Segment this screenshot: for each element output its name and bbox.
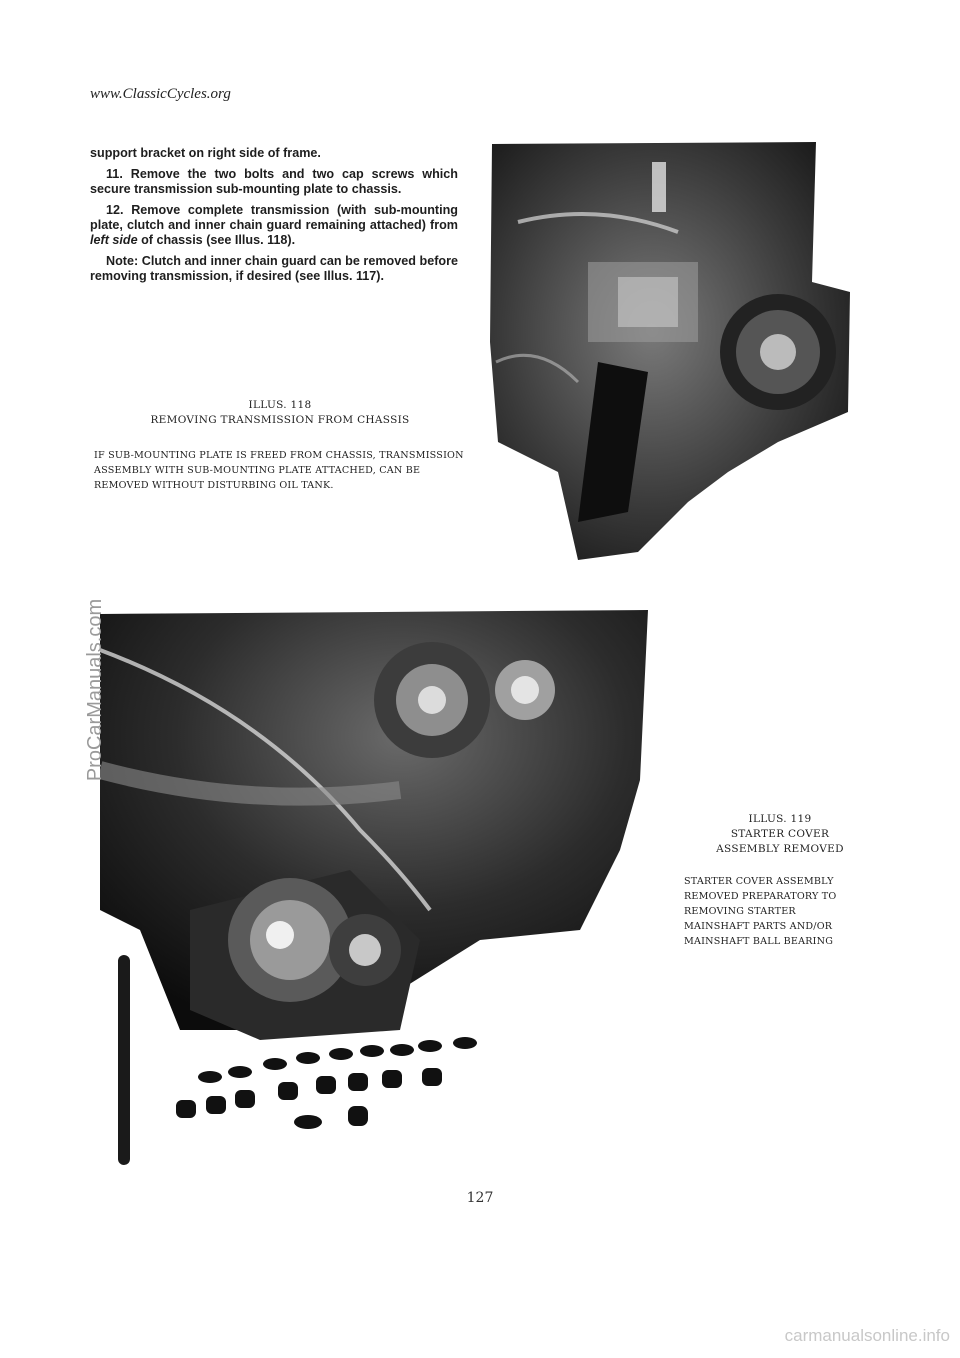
illus-118-caption bbox=[100, 398, 460, 428]
step-12-emphasis: left side bbox=[90, 233, 138, 247]
bottom-watermark: carmanualsonline.info bbox=[784, 1326, 950, 1345]
illus-118-title: REMOVING TRANSMISSION FROM CHASSIS bbox=[150, 414, 410, 426]
paragraph-step-12 bbox=[90, 203, 458, 248]
illus-119-title: STARTER COVER ASSEMBLY REMOVED bbox=[716, 828, 844, 855]
page-number: 127 bbox=[466, 1190, 494, 1206]
side-watermark-text: ProCarManuals.com bbox=[84, 598, 106, 782]
paragraph-note: Note: Clutch and inner chain guard can be removed before removing transmission, if desired (see Illus. 117). bbox=[90, 254, 458, 283]
illus-118-description: IF SUB-MOUNTING PLATE IS FREED FROM CHASSIS, TRANSMISSION ASSEMBLY WITH SUB-MOUNTING PLATE ATTACHED, CAN BE REMOVED WITHOUT DISTURBING OIL TANK. bbox=[94, 450, 464, 491]
paragraph-0: support bracket on right side of frame. bbox=[90, 146, 321, 160]
illus-119-description: STARTER COVER ASSEMBLY REMOVED PREPARATORY TO REMOVING STARTER MAINSHAFT PARTS AND/OR MAINSHAFT BALL BEARING bbox=[684, 876, 837, 947]
starter-cover-photo-icon bbox=[100, 610, 648, 1170]
step-12-end: of chassis (see Illus. 118). bbox=[141, 233, 296, 247]
illus-119-number: ILLUS. 119 bbox=[748, 813, 812, 825]
step-12-text: 12. Remove complete transmission (with sub-mounting plate, clutch and inner chain guard remaining attached) from bbox=[90, 203, 458, 232]
paragraph-step-11: 11. Remove the two bolts and two cap screws which secure transmission sub-mounting plate to chassis. bbox=[90, 167, 458, 196]
body-text bbox=[90, 146, 458, 290]
illus-118-number: ILLUS. 118 bbox=[248, 399, 312, 411]
side-watermark bbox=[80, 540, 110, 840]
illus-119-caption bbox=[690, 812, 870, 857]
transmission-photo-icon bbox=[478, 142, 864, 560]
site-url: www.ClassicCycles.org bbox=[90, 86, 231, 102]
